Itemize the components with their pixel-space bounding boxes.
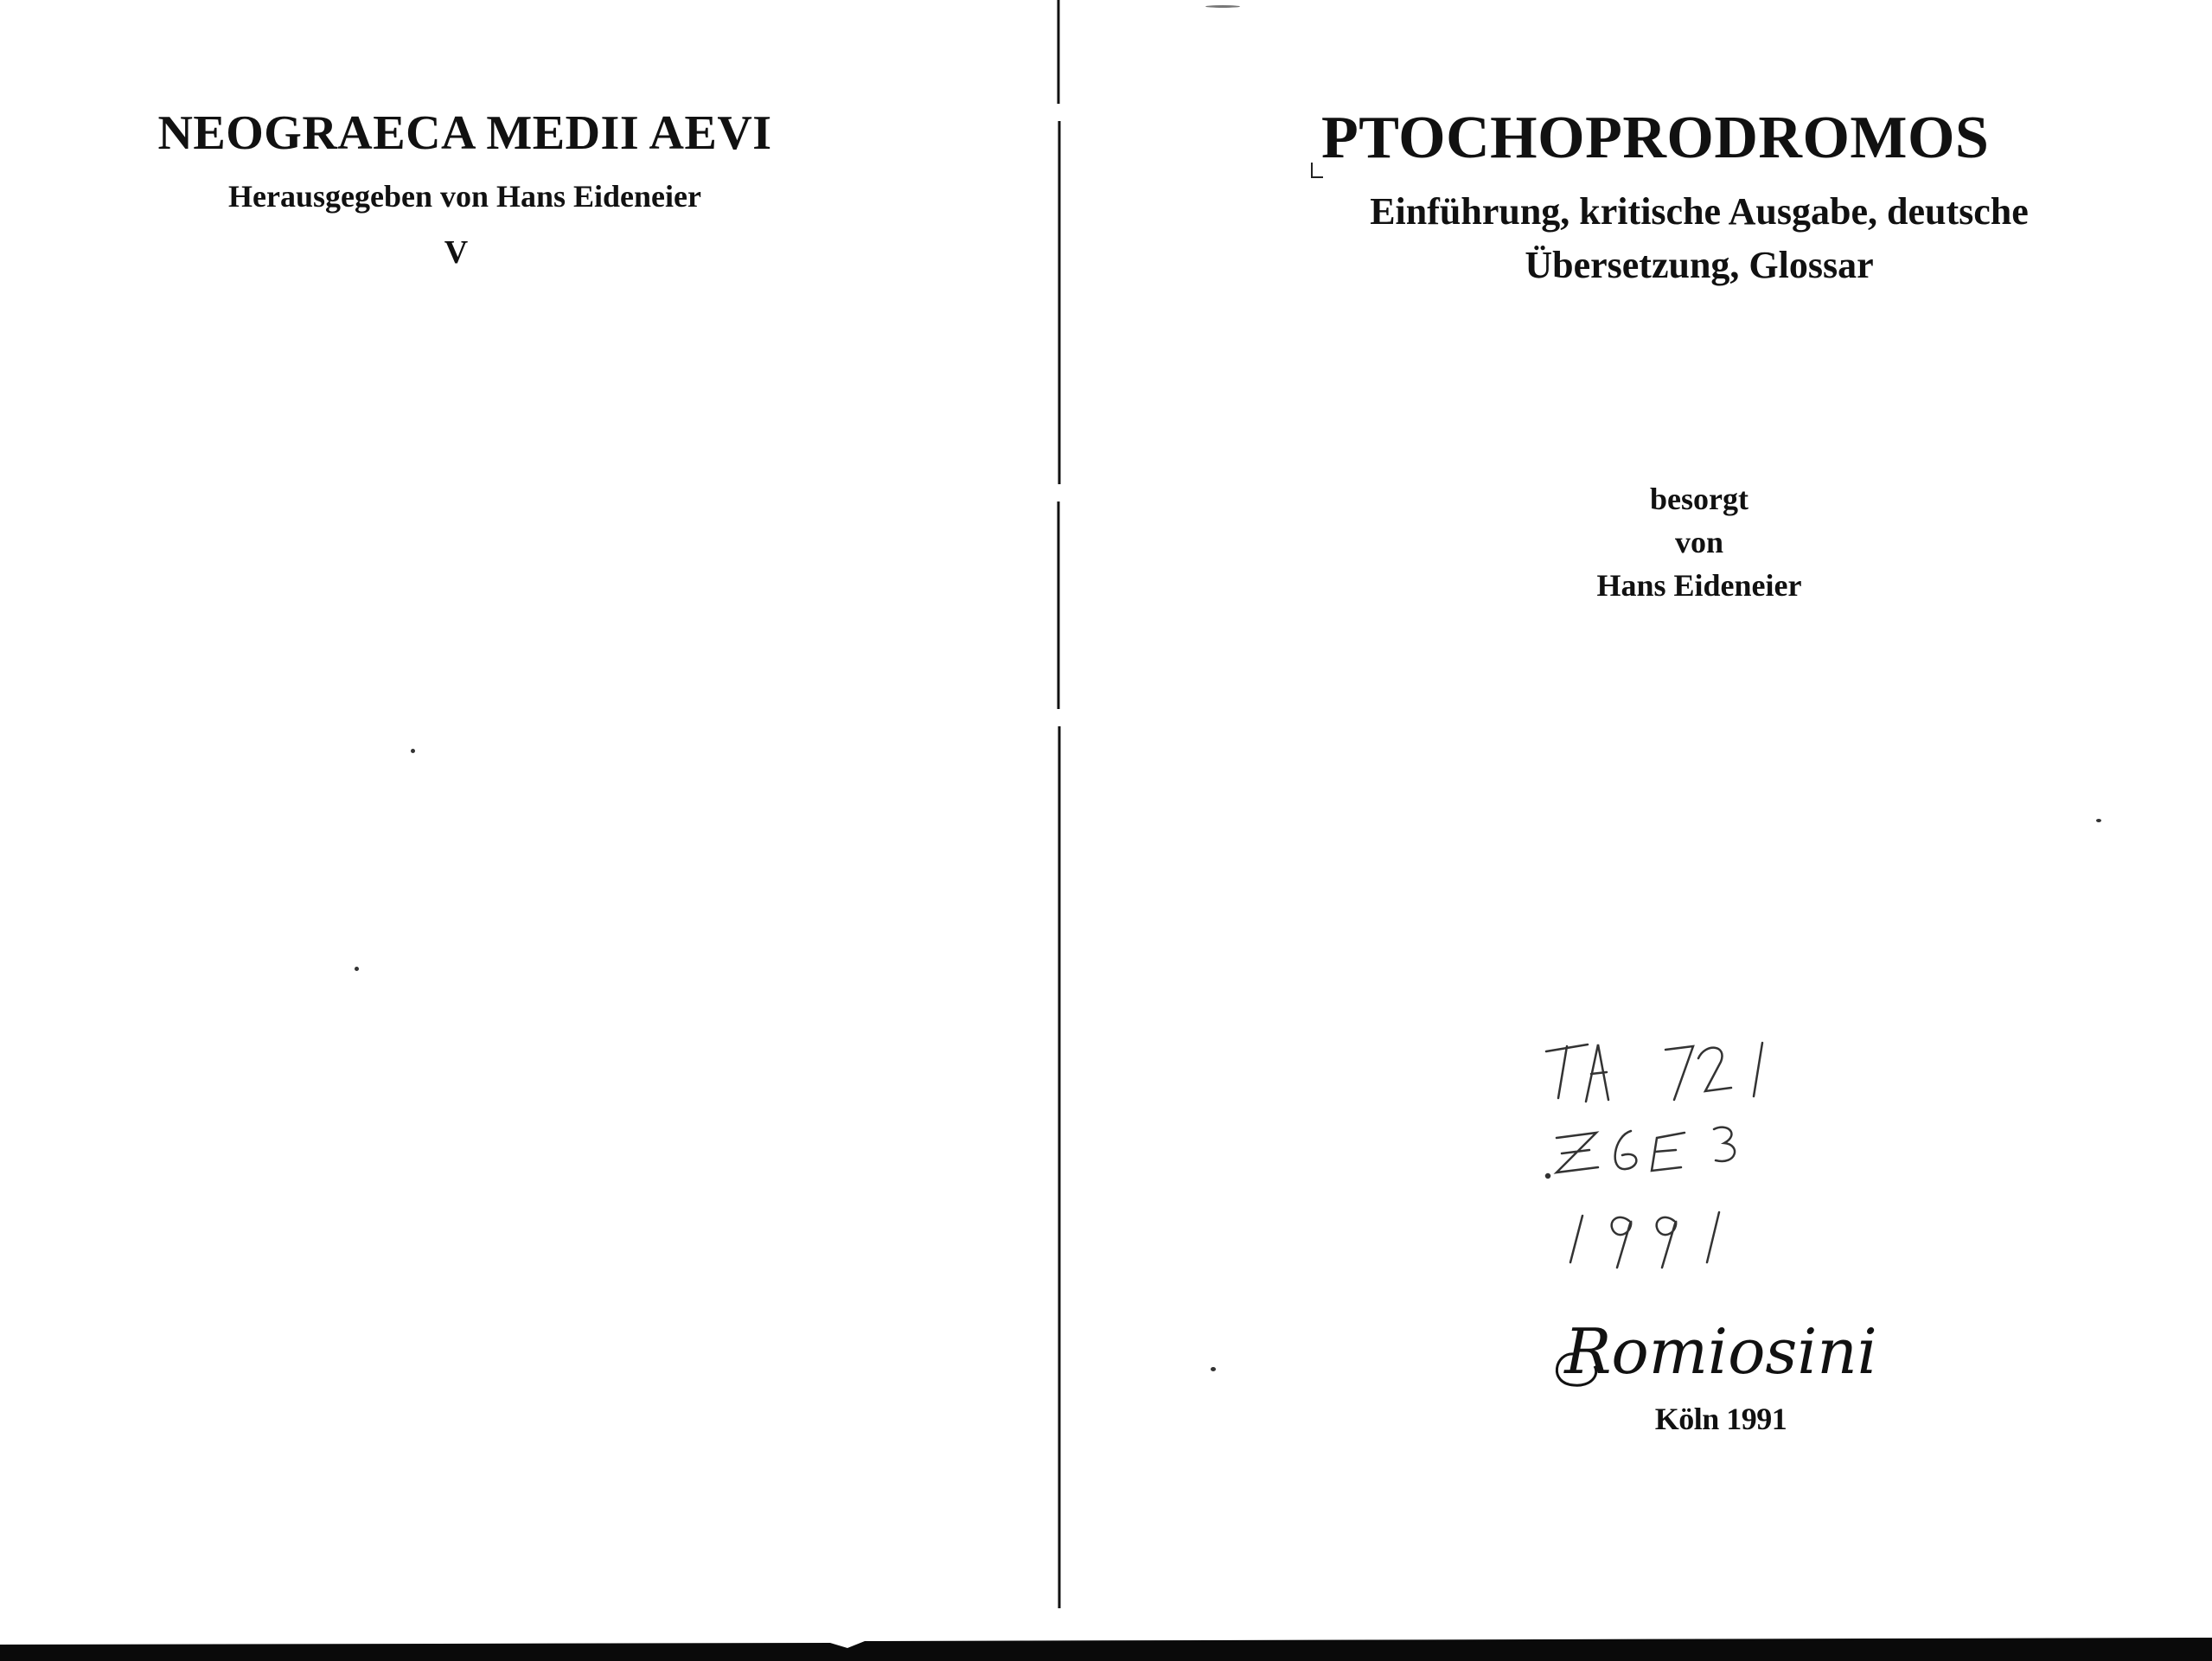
scan-speck [411,749,415,753]
scan-speck [1211,1367,1216,1371]
scan-speck [1205,5,1240,8]
subtitle-line-2: Übersetzung, Glossar [1525,244,1874,286]
publisher-logo-text: Romiosini [1564,1315,1877,1388]
scan-speck [2096,819,2101,822]
series-title: NEOGRAECA MEDII AEVI [157,106,772,160]
credit-line-1: besorgt [1650,482,1749,516]
book-title: PTOCHOPRODROMOS [1321,105,1990,171]
credit-line-2: von [1674,525,1724,559]
publication-place-year: Köln 1991 [1654,1402,1787,1436]
subtitle-line-1: Einführung, kritische Ausgabe, deutsche [1370,190,2029,233]
scan-speck [355,967,359,971]
series-editor: Herausgegeben von Hans Eideneier [228,179,701,214]
publisher-logo [1539,1306,1902,1409]
series-volume: V [444,234,469,271]
handwritten-call-number [1536,1036,1821,1295]
page-bottom-edge [0,1632,2212,1661]
credit-line-3: Hans Eideneier [1596,568,1802,603]
editor-credit [1418,477,1980,607]
left-page [0,0,1062,1661]
book-subtitle [1297,185,2101,292]
